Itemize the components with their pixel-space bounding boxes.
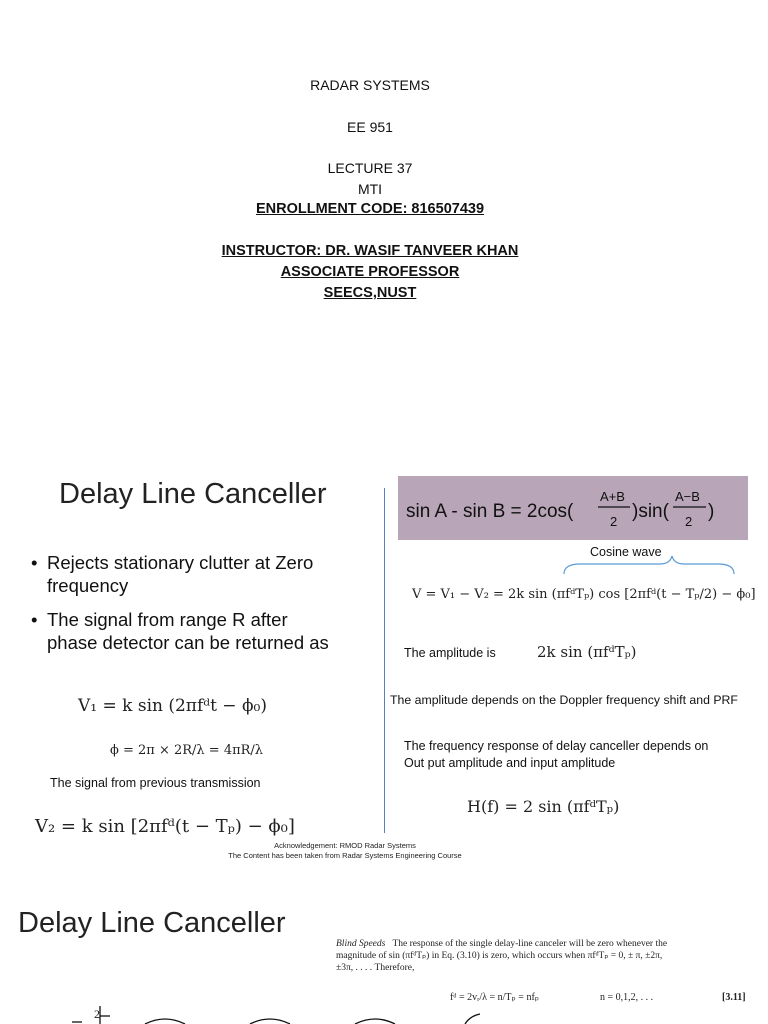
lecture-topic: MTI — [357, 181, 383, 197]
equation-fd: fᵈ = 2vᵣ/λ = n/Tₚ = nfₚ — [450, 992, 540, 1003]
svg-text:2: 2 — [685, 514, 693, 529]
frequency-response-line-2: Out put amplitude and input amplitude — [404, 756, 616, 770]
svg-text:2: 2 — [610, 514, 618, 529]
response-lobe — [145, 1019, 185, 1024]
amplitude-dependency-note: The amplitude depends on the Doppler frequency shift and PRF — [390, 693, 738, 707]
acknowledgement-line-1: Acknowledgement: RMOD Radar Systems — [274, 841, 416, 850]
course-title: RADAR SYSTEMS — [310, 77, 430, 93]
response-lobe — [250, 1019, 290, 1024]
bullet-dot-icon: • — [31, 552, 38, 573]
lecture-number: LECTURE 37 — [327, 160, 413, 176]
slide-heading: Delay Line Canceller — [18, 907, 286, 939]
frequency-response-plot — [70, 1004, 490, 1024]
equation-v2: V₂ = k sin [2πfᵈ(t − Tₚ) − ϕ₀] — [35, 816, 295, 837]
course-code: EE 951 — [347, 119, 393, 135]
plot-tick-label: 2 — [94, 1007, 100, 1021]
trig-identity-formula — [398, 476, 748, 540]
bullet-item: • The signal from range R after phase detector can be returned as — [31, 609, 329, 653]
equation-h: H(f) = 2 sin (πfᵈTₚ) — [467, 797, 620, 816]
slide-delay-line-canceller — [0, 460, 768, 870]
blind-speeds-paragraph: Blind Speeds The response of the single delay-line canceler will be zero whenever the magnitude of sin (πfᵈTₚ) in Eq. (3.10) is zero, which occurs when πfᵈTₚ = 0, ± π, ±2π, ±3π, . . . . Therefore, — [336, 939, 668, 973]
column-divider — [384, 488, 385, 833]
instructor-designation: ASSOCIATE PROFESSOR — [280, 264, 460, 280]
title-slide — [0, 0, 768, 440]
svg-text:A+B: A+B — [600, 489, 625, 504]
instructor-name: INSTRUCTOR: DR. WASIF TANVEER KHAN — [221, 243, 519, 259]
acknowledgement-line-2: The Content has been taken from Radar Systems Engineering Course — [228, 851, 462, 860]
blind-speeds-title: Blind Speeds — [336, 939, 386, 949]
response-lobe — [355, 1019, 395, 1024]
instructor-affiliation: SEECS,NUST — [323, 285, 417, 301]
cosine-brace-icon — [560, 556, 740, 576]
equation-phase: ϕ = 2π × 2R/λ = 4πR/λ — [110, 743, 264, 758]
slide-blind-speeds — [0, 890, 768, 1024]
response-lobe — [465, 1014, 480, 1024]
equation-v1: V₁ = k sin (2πfᵈt − ϕ₀) — [78, 696, 267, 716]
enrollment-code: ENROLLMENT CODE: 816507439 — [255, 201, 485, 217]
svg-text:A−B: A−B — [675, 489, 700, 504]
frequency-response-line-1: The frequency response of delay canceller depends on — [404, 739, 709, 753]
amplitude-label: The amplitude is — [404, 646, 496, 660]
trig-identity-box — [398, 476, 748, 540]
equation-n-range: n = 0,1,2, . . . — [600, 992, 654, 1003]
svg-text:)sin(: )sin( — [632, 501, 669, 522]
bullet-dot-icon: • — [31, 609, 38, 630]
amplitude-expression: 2k sin (πfᵈTₚ) — [537, 643, 637, 661]
cosine-wave-label: Cosine wave — [590, 545, 662, 559]
equation-v: V = V₁ − V₂ = 2k sin (πfᵈTₚ) cos [2πfᵈ(t − Tₚ/2) − ϕ₀] — [412, 587, 756, 602]
slide-heading: Delay Line Canceller — [59, 478, 327, 510]
previous-transmission-label: The signal from previous transmission — [50, 776, 261, 790]
svg-text:sin A - sin B = 2cos(: sin A - sin B = 2cos( — [406, 501, 574, 522]
bullet-item: • Rejects stationary clutter at Zero frequency — [31, 552, 314, 596]
svg-text:): ) — [708, 501, 715, 522]
equation-number: [3.11] — [722, 992, 746, 1003]
